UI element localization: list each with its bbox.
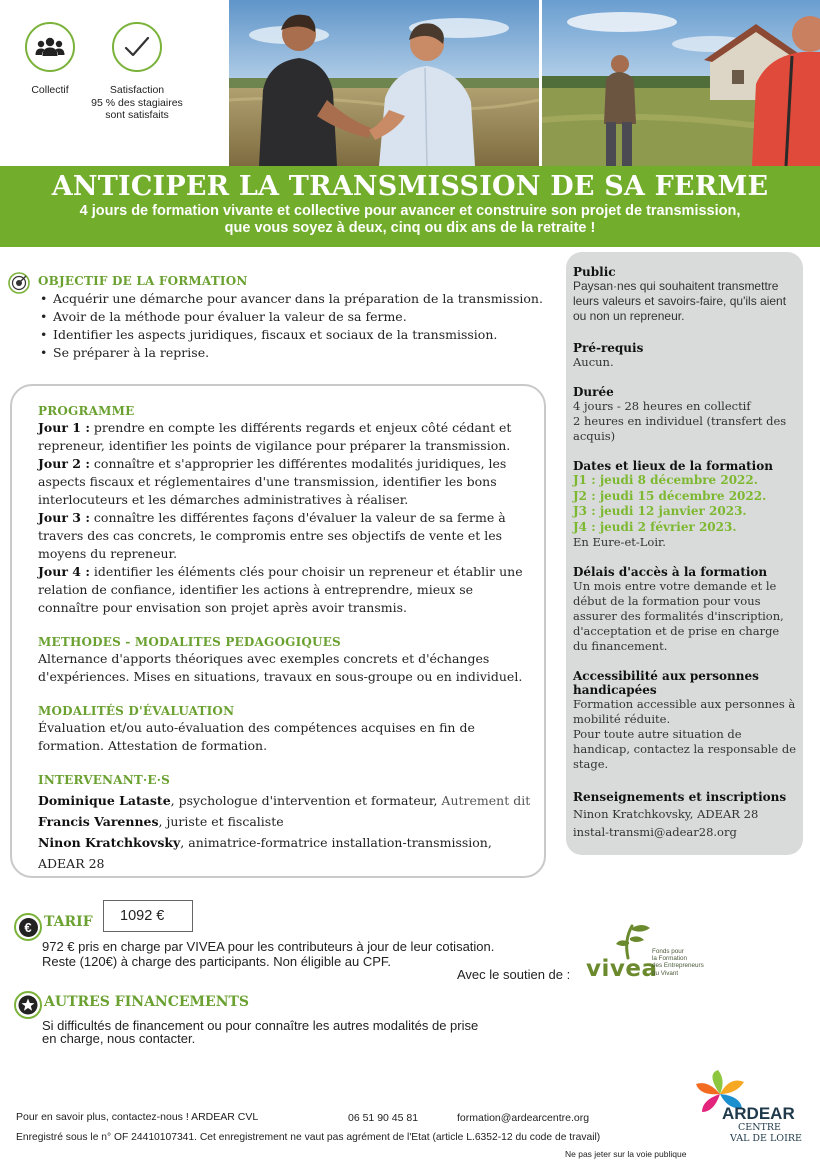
financements-line-2: en charge, nous contacter. xyxy=(42,1031,196,1046)
photo-farmers-field xyxy=(229,0,539,166)
footer-note: Ne pas jeter sur la voie publique xyxy=(565,1149,687,1159)
collectif-label: Collectif xyxy=(31,84,69,96)
evaluation-text: Évaluation et/ou auto-évaluation des compétences acquises en fin de formation. Attestation de formation. xyxy=(38,720,475,753)
objectif-list xyxy=(38,290,548,362)
financements-line-1: Si difficultés de financement ou pour connaître les autres modalités de prise xyxy=(42,1018,479,1033)
prereq-text: Aucun. xyxy=(573,355,614,369)
page-title: ANTICIPER LA TRANSMISSION DE SA FERME xyxy=(51,171,769,202)
lieu-text: En Eure-et-Loir. xyxy=(573,535,666,549)
euro-icon: € xyxy=(14,913,42,941)
contact-title: Renseignements et inscriptions xyxy=(573,790,787,804)
access-title-1: Accessibilité aux personnes xyxy=(573,669,759,683)
ardear-sub-2: VAL DE LOIRE xyxy=(730,1133,802,1144)
delais-text: Un mois entre votre demande et le début de la formation pour vous assurer des formalités d'inscription, d'acceptation et de prise en charge du financement. xyxy=(573,579,784,653)
footer-contact: Pour en savoir plus, contactez-nous ! ARDEAR CVL xyxy=(16,1111,259,1123)
public-title: Public xyxy=(573,265,616,279)
programme-content xyxy=(38,404,532,874)
intervenant-2: Francis Varennes, juriste et fiscaliste xyxy=(38,814,284,829)
duree-line1: 4 jours - 28 heures en collectif xyxy=(573,399,751,413)
methodes-text: Alternance d'apports théoriques avec exemples concrets et d'échanges d'expériences. Mises en situations, travaux en sous-groupe ou en individuel. xyxy=(38,651,523,684)
vivea-tagline: Fonds pour la Formation des Entrepreneurs du Vivant xyxy=(652,948,704,977)
programme-title: PROGRAMME xyxy=(38,404,135,418)
duree-title: Durée xyxy=(573,385,614,399)
vivea-wordmark: vivea xyxy=(586,956,658,982)
date-j3: J3 : jeudi 12 janvier 2023. xyxy=(573,504,747,518)
tarif-line-1: 972 € pris en charge par VIVEA pour les contributeurs à jour de leur cotisation. xyxy=(42,939,495,954)
contact-name: Ninon Kratchkovsky, ADEAR 28 xyxy=(573,807,759,821)
footer-email[interactable]: formation@ardearcentre.org xyxy=(457,1112,590,1124)
title-banner xyxy=(0,166,820,247)
footer-registration: Enregistré sous le n° OF 24410107341. Cet enregistrement ne vaut pas agrément de l'Etat (article L.6352-12 du code de travail) xyxy=(16,1132,601,1143)
intervenant-3: Ninon Kratchkovsky, animatrice-formatrice installation-transmission, ADEAR 28 xyxy=(38,835,492,871)
star-icon xyxy=(14,991,42,1019)
date-j2: J2 : jeudi 15 décembre 2022. xyxy=(573,488,767,503)
satisfaction-sub1: 95 % des stagiaires xyxy=(91,96,183,109)
methodes-title: METHODES - MODALITES PEDAGOGIQUES xyxy=(38,635,341,649)
delais-title: Délais d'accès à la formation xyxy=(573,565,768,579)
date-j1: J1 : jeudi 8 décembre 2022. xyxy=(573,473,758,487)
info-side-panel xyxy=(566,252,803,855)
page-subtitle-1: 4 jours de formation vivante et collective pour avancer et construire son projet de transmission, xyxy=(79,203,741,219)
dates-title: Dates et lieux de la formation xyxy=(573,459,773,473)
footer-phone[interactable]: 06 51 90 45 81 xyxy=(348,1112,419,1124)
prereq-title: Pré-requis xyxy=(573,341,644,355)
access-text-1: Formation accessible aux personnes à mobilité réduite. xyxy=(573,697,796,726)
intervenant-1: Dominique Lataste, psychologue d'intervention et formateur, Autrement dit xyxy=(38,793,531,808)
programme-day-4: Jour 4 : identifier les éléments clés pour choisir un repreneur et établir une relation de confiance, identifier les actions à entreprendre, mieux se connaître pour envisation son projet après avoir transmis. xyxy=(38,564,523,615)
satisfaction-label: Satisfaction xyxy=(109,84,165,96)
tarif-title: TARIF xyxy=(44,914,93,930)
date-j4: J4 : jeudi 2 février 2023. xyxy=(573,519,737,534)
ardear-wordmark: ARDEAR xyxy=(722,1104,795,1123)
intervenants-title: INTERVENANT·E·S xyxy=(38,773,171,787)
contact-email[interactable]: instal-transmi@adear28.org xyxy=(573,825,737,839)
list-item: • Identifier les aspects juridiques, fiscaux et sociaux de la transmission. xyxy=(38,326,548,344)
list-item: • Acquérir une démarche pour avancer dans la préparation de la transmission. xyxy=(38,290,548,308)
satisfaction-block xyxy=(78,22,196,122)
vivea-logo xyxy=(586,920,726,990)
programme-day-2: Jour 2 : connaître et s'approprier les différentes modalités juridiques, les aspects fiscaux et réglementaires d'une transmission, identifier les bons interlocuteurs et les démarches administratives à réaliser. xyxy=(38,456,507,507)
collectif-block xyxy=(18,22,82,96)
programme-day-1: Jour 1 : prendre en compte les différents regards et enjeux côté cédant et repreneur, identifier les points de vigilance pour préparer la transmission. xyxy=(38,420,512,453)
tarif-price-box xyxy=(103,900,193,932)
page-subtitle-2: que vous soyez à deux, cinq ou dix ans de la retraite ! xyxy=(224,220,596,236)
ardear-logo xyxy=(690,1070,818,1150)
programme-day-3: Jour 3 : connaître les différentes façons d'évaluer la valeur de sa ferme à travers des cas concrets, le compromis entre ses objectifs de vente et les moyens du repreneur. xyxy=(38,510,506,561)
access-title-2: handicapées xyxy=(573,683,657,697)
soutien-label: Avec le soutien de : xyxy=(457,967,571,982)
list-item: • Avoir de la méthode pour évaluer la valeur de sa ferme. xyxy=(38,308,548,326)
target-icon xyxy=(8,272,30,294)
duree-line2: 2 heures en individuel (transfert des acquis) xyxy=(573,414,787,443)
list-item: • Se préparer à la reprise. xyxy=(38,344,548,362)
dates-list xyxy=(573,473,797,535)
group-icon xyxy=(25,22,75,72)
check-icon xyxy=(112,22,162,72)
evaluation-title: MODALITÉS D'ÉVALUATION xyxy=(38,704,235,718)
photo-farm-barn xyxy=(542,0,820,166)
ardear-sub-1: CENTRE xyxy=(738,1122,781,1133)
tarif-line-2: Reste (120€) à charge des participants. Non éligible au CPF. xyxy=(42,954,392,969)
tarif-price: 1092 € xyxy=(120,908,165,924)
financements-title: AUTRES FINANCEMENTS xyxy=(44,994,250,1010)
satisfaction-sub2: sont satisfaits xyxy=(105,109,169,121)
objectif-title: OBJECTIF DE LA FORMATION xyxy=(38,274,248,288)
public-text: Paysan·nes qui souhaitent transmettre leurs valeurs et savoirs-faire, qu'ils aient ou non un repreneur. xyxy=(573,279,787,323)
access-text-2: Pour toute autre situation de handicap, contactez la responsable de stage. xyxy=(573,727,797,771)
